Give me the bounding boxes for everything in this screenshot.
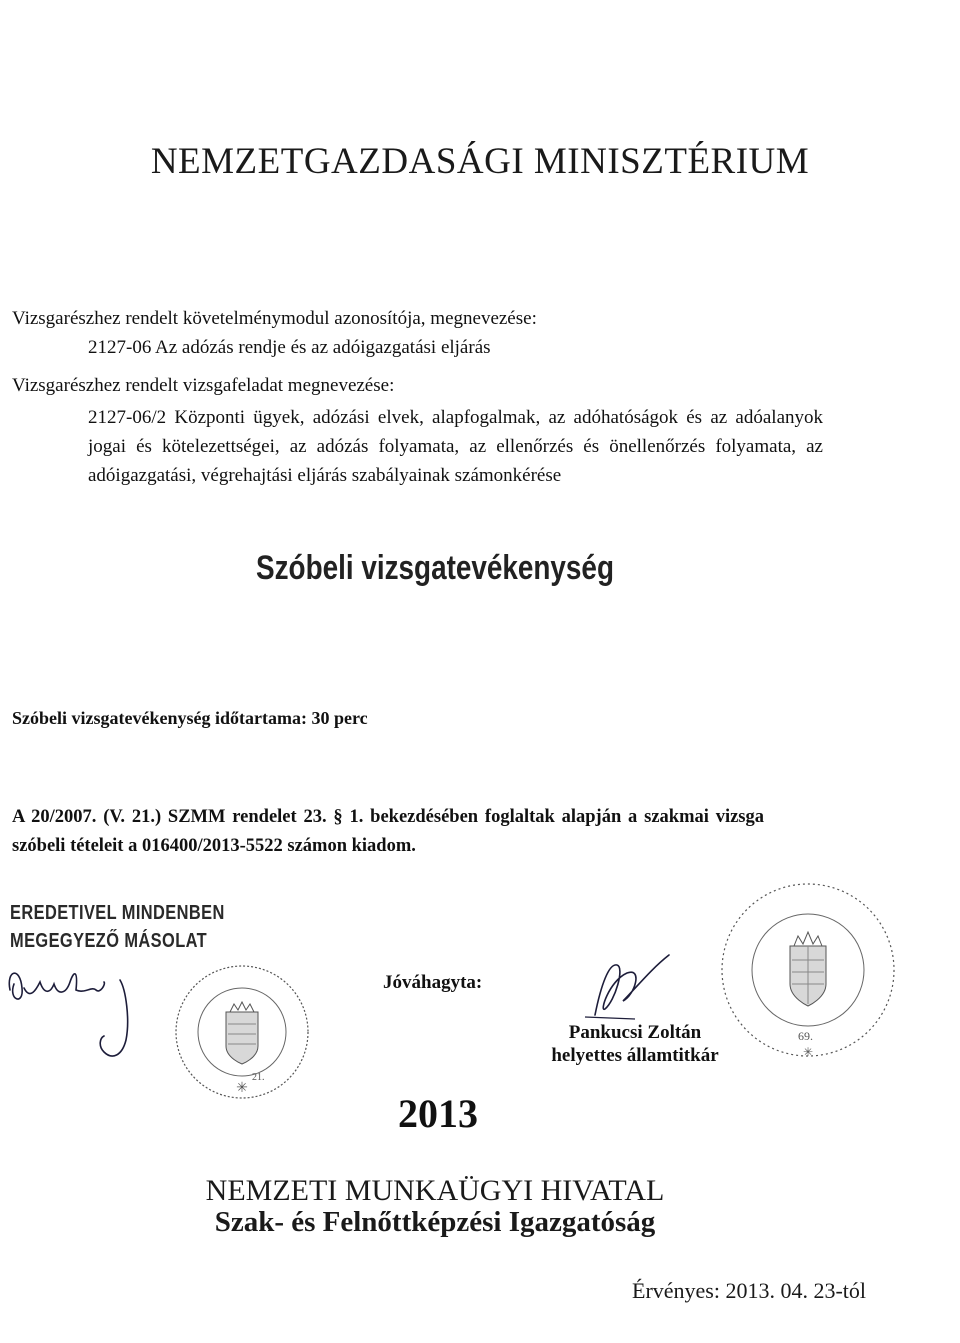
ministry-title: NEMZETGAZDASÁGI MINISZTÉRIUM: [150, 141, 810, 182]
task-value: 2127-06/2 Központi ügyek, adózási elvek, alapfogalmak, az adóhatóságok és az adóalanyok jogai és kötelezettségei, az adózás folyamata, az ellenőrzés és önellenőrzés folyamata, az adóigazgatási, végrehajtási eljárás szabályainak számonkérése: [88, 407, 823, 486]
signer-name: Pankucsi Zoltán: [568, 1022, 702, 1043]
star-icon: ✳: [236, 1081, 248, 1096]
office-seal-left: [172, 962, 312, 1102]
star-icon: ✳: [802, 1045, 814, 1059]
certified-copy-stamp-line1: EREDETIVEL MINDENBEN: [10, 902, 225, 924]
exam-duration: Szóbeli vizsgatevékenység időtartama: 30 perc: [12, 708, 368, 728]
certified-copy-stamp-line2: MEGEGYEZŐ MÁSOLAT: [10, 930, 208, 952]
signer-role: helyettes államtitkár: [551, 1045, 719, 1066]
task-label: Vizsgarészhez rendelt vizsgafeladat megnevezése:: [12, 375, 395, 396]
module-value: 2127-06 Az adózás rendje és az adóigazgatási eljárás: [88, 337, 491, 358]
handwritten-signature-left: [0, 960, 160, 1070]
ministry-seal-right: [718, 880, 898, 1060]
handwritten-signature-center: [565, 945, 685, 1025]
office-name: NEMZETI MUNKAÜGYI HIVATAL: [205, 1174, 665, 1207]
seal-right-number: 69.: [798, 1029, 813, 1043]
validity-date: Érvényes: 2013. 04. 23-tól: [632, 1278, 867, 1303]
year: 2013: [398, 1091, 478, 1136]
directorate-name: Szak- és Felnőttképzési Igazgatóság: [214, 1206, 656, 1238]
exam-title: Szóbeli vizsgatevékenység: [256, 549, 614, 587]
regulation-text: A 20/2007. (V. 21.) SZMM rendelet 23. § 1. bekezdésében foglaltak alapján a szakmai vizsga szóbeli tételeit a 016400/2013-5522 számon kiadom.: [12, 807, 764, 856]
seal-left-number: 21.: [252, 1072, 265, 1083]
module-label: Vizsgarészhez rendelt követelménymodul azonosítója, megnevezése:: [12, 308, 537, 329]
approved-by-label: Jóváhagyta:: [383, 972, 483, 993]
